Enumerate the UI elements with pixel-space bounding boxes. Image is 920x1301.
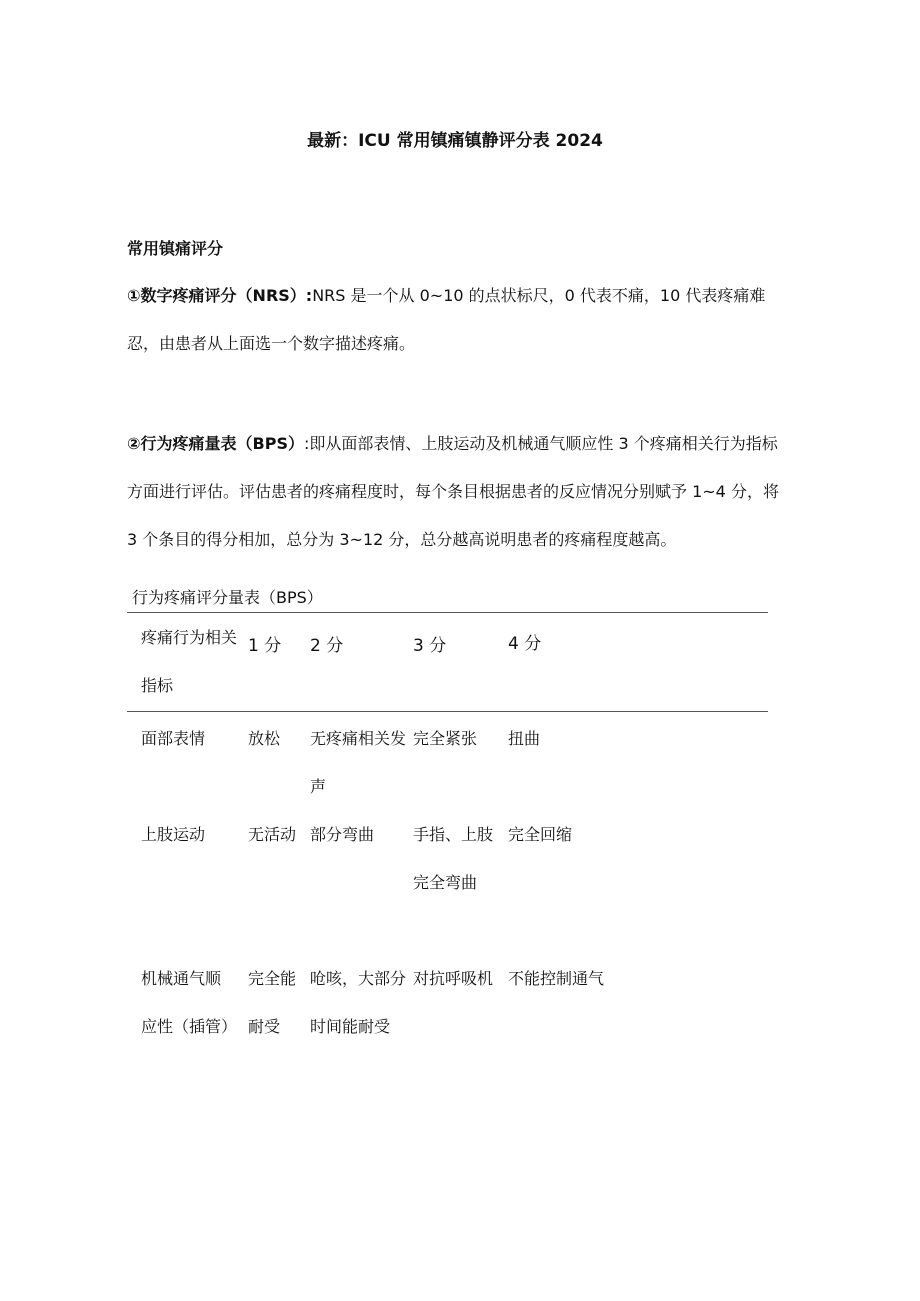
row-limb-score-1: 无活动: [248, 825, 297, 844]
table-header-rule: [127, 711, 768, 712]
row-limb-score-2: 部分弯曲: [310, 825, 375, 844]
header-score-3: 3 分: [413, 636, 447, 656]
bps-label: ②行为疼痛量表（BPS）: [127, 434, 304, 453]
row-face-score-4: 扭曲: [508, 729, 541, 748]
nrs-label: ①数字疼痛评分（NRS）:: [127, 286, 313, 305]
document-title: 最新：ICU 常用镇痛镇静评分表 2024: [307, 131, 603, 151]
nrs-paragraph: [127, 272, 787, 368]
row-face-indicator: 面部表情: [141, 729, 206, 748]
row-face-score-1: 放松: [248, 729, 281, 748]
row-face-score-3: 完全紧张: [413, 729, 478, 748]
section-heading: 常用镇痛评分: [127, 239, 224, 258]
header-indicator: 疼痛行为相关指标: [141, 628, 238, 695]
row-ventilation-score-1: 完全能耐受: [248, 969, 297, 1036]
bps-paragraph: [127, 420, 787, 564]
nrs-text: NRS 是一个从 0~10 的点状标尺，0 代表不痛，10 代表疼痛难忍，由患者从上面选一个数字描述疼痛。: [127, 286, 766, 353]
row-ventilation-score-3: 对抗呼吸机: [413, 969, 494, 988]
table-top-rule: [127, 612, 768, 613]
row-ventilation-score-4: 不能控制通气: [508, 969, 605, 988]
header-score-4: 4 分: [508, 634, 542, 654]
row-limb-indicator: 上肢运动: [141, 825, 206, 844]
row-limb-score-4: 完全回缩: [508, 825, 573, 844]
row-ventilation-indicator: 机械通气顺应性（插管）: [141, 969, 238, 1036]
header-score-1: 1 分: [248, 636, 282, 656]
row-limb-score-3: 手指、上肢完全弯曲: [413, 825, 494, 892]
row-face-score-2: 无疼痛相关发声: [310, 729, 407, 796]
table-caption: 行为疼痛评分量表（BPS）: [132, 588, 323, 607]
header-score-2: 2 分: [310, 636, 344, 656]
bps-text: :即从面部表情、上肢运动及机械通气顺应性 3 个疼痛相关行为指标方面进行评估。评估患者的疼痛程度时，每个条目根据患者的反应情况分别赋予 1~4 分，将 3 个条目的得分相加，总分为 3~12 分，总分越高说明患者的疼痛程度越高。: [127, 434, 779, 549]
row-ventilation-score-2: 呛咳，大部分时间能耐受: [310, 969, 407, 1036]
